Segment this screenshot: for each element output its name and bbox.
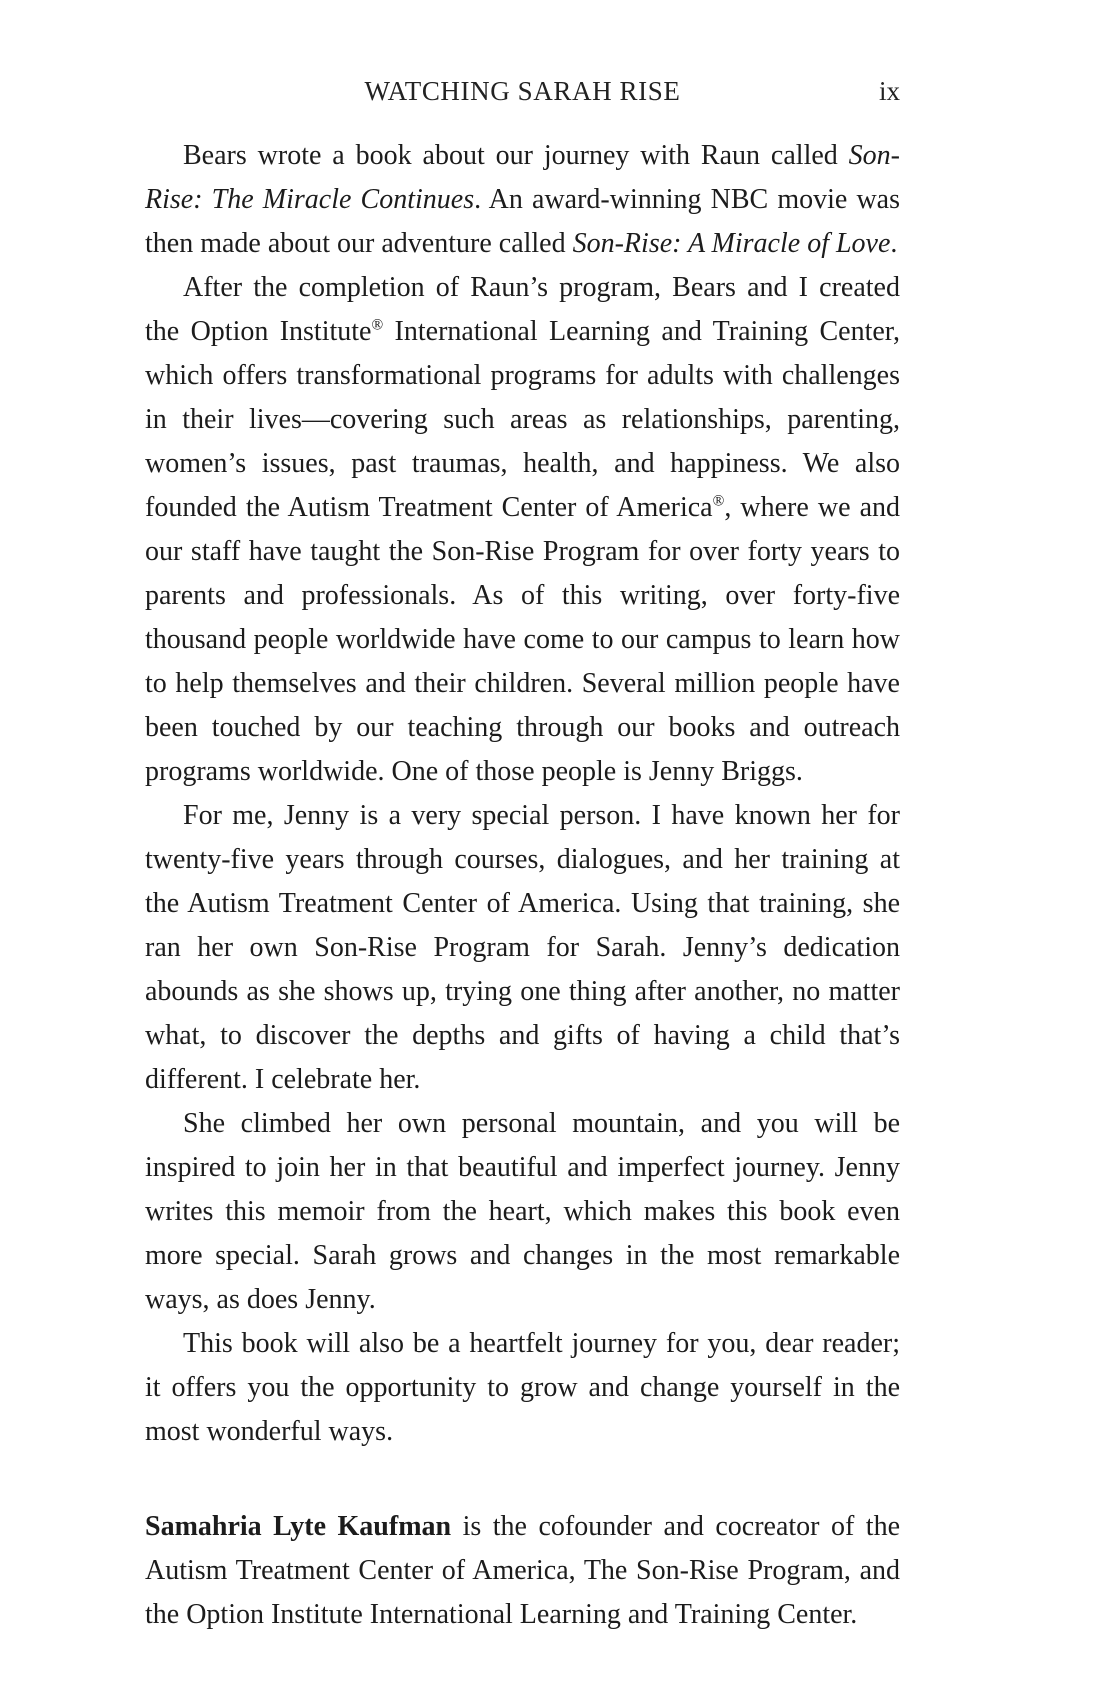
body-text bbox=[145, 134, 900, 1637]
paragraph-5: This book will also be a heartfelt journey for you, dear reader; it offers you the opportunity to grow and change yourself in the most wonderful ways. bbox=[145, 1328, 900, 1447]
paragraph-3: For me, Jenny is a very special person. I have known her for twenty-five years through courses, dialogues, and her training at the Autism Treatment Center of America. Using that training, she ran her own Son-Rise Program for Sarah. Jenny’s dedication abounds as she shows up, trying one thing after another, no matter what, to discover the depths and gifts of having a child that’s different. I celebrate her. bbox=[145, 800, 900, 1095]
page-title: WATCHING SARAH RISE bbox=[364, 76, 681, 106]
paragraph-2: After the completion of Raun’s program, Bears and I created the Option Institute® International Learning and Training Center, which offers transformational programs for adults with challenges in their lives—covering such areas as relationships, parenting, women’s issues, past traumas, health, and happiness. We also founded the Autism Treatment Center of America®, where we and our staff have taught the Son-Rise Program for over forty years to parents and professionals. As of this writing, over forty-five thousand people worldwide have come to our campus to learn how to help themselves and their children. Several million people have been touched by our teaching through our books and outreach programs worldwide. One of those people is Jenny Briggs. bbox=[145, 272, 900, 787]
running-header bbox=[145, 76, 900, 110]
paragraph-4: She climbed her own personal mountain, and you will be inspired to join her in that beautiful and imperfect journey. Jenny writes this memoir from the heart, which makes this book even more special. Sarah grows and changes in the most remarkable ways, as does Jenny. bbox=[145, 1108, 900, 1315]
page-number: ix bbox=[878, 76, 900, 106]
author-bio: Samahria Lyte Kaufman is the cofounder and cocreator of the Autism Treatment Center of America, The Son-Rise Program, and the Option Institute International Learning and Training Center. bbox=[145, 1511, 900, 1630]
paragraph-1: Bears wrote a book about our journey with Raun called Son-Rise: The Miracle Continues. An award-winning NBC movie was then made about our adventure called Son-Rise: A Miracle of Love. bbox=[145, 140, 900, 259]
